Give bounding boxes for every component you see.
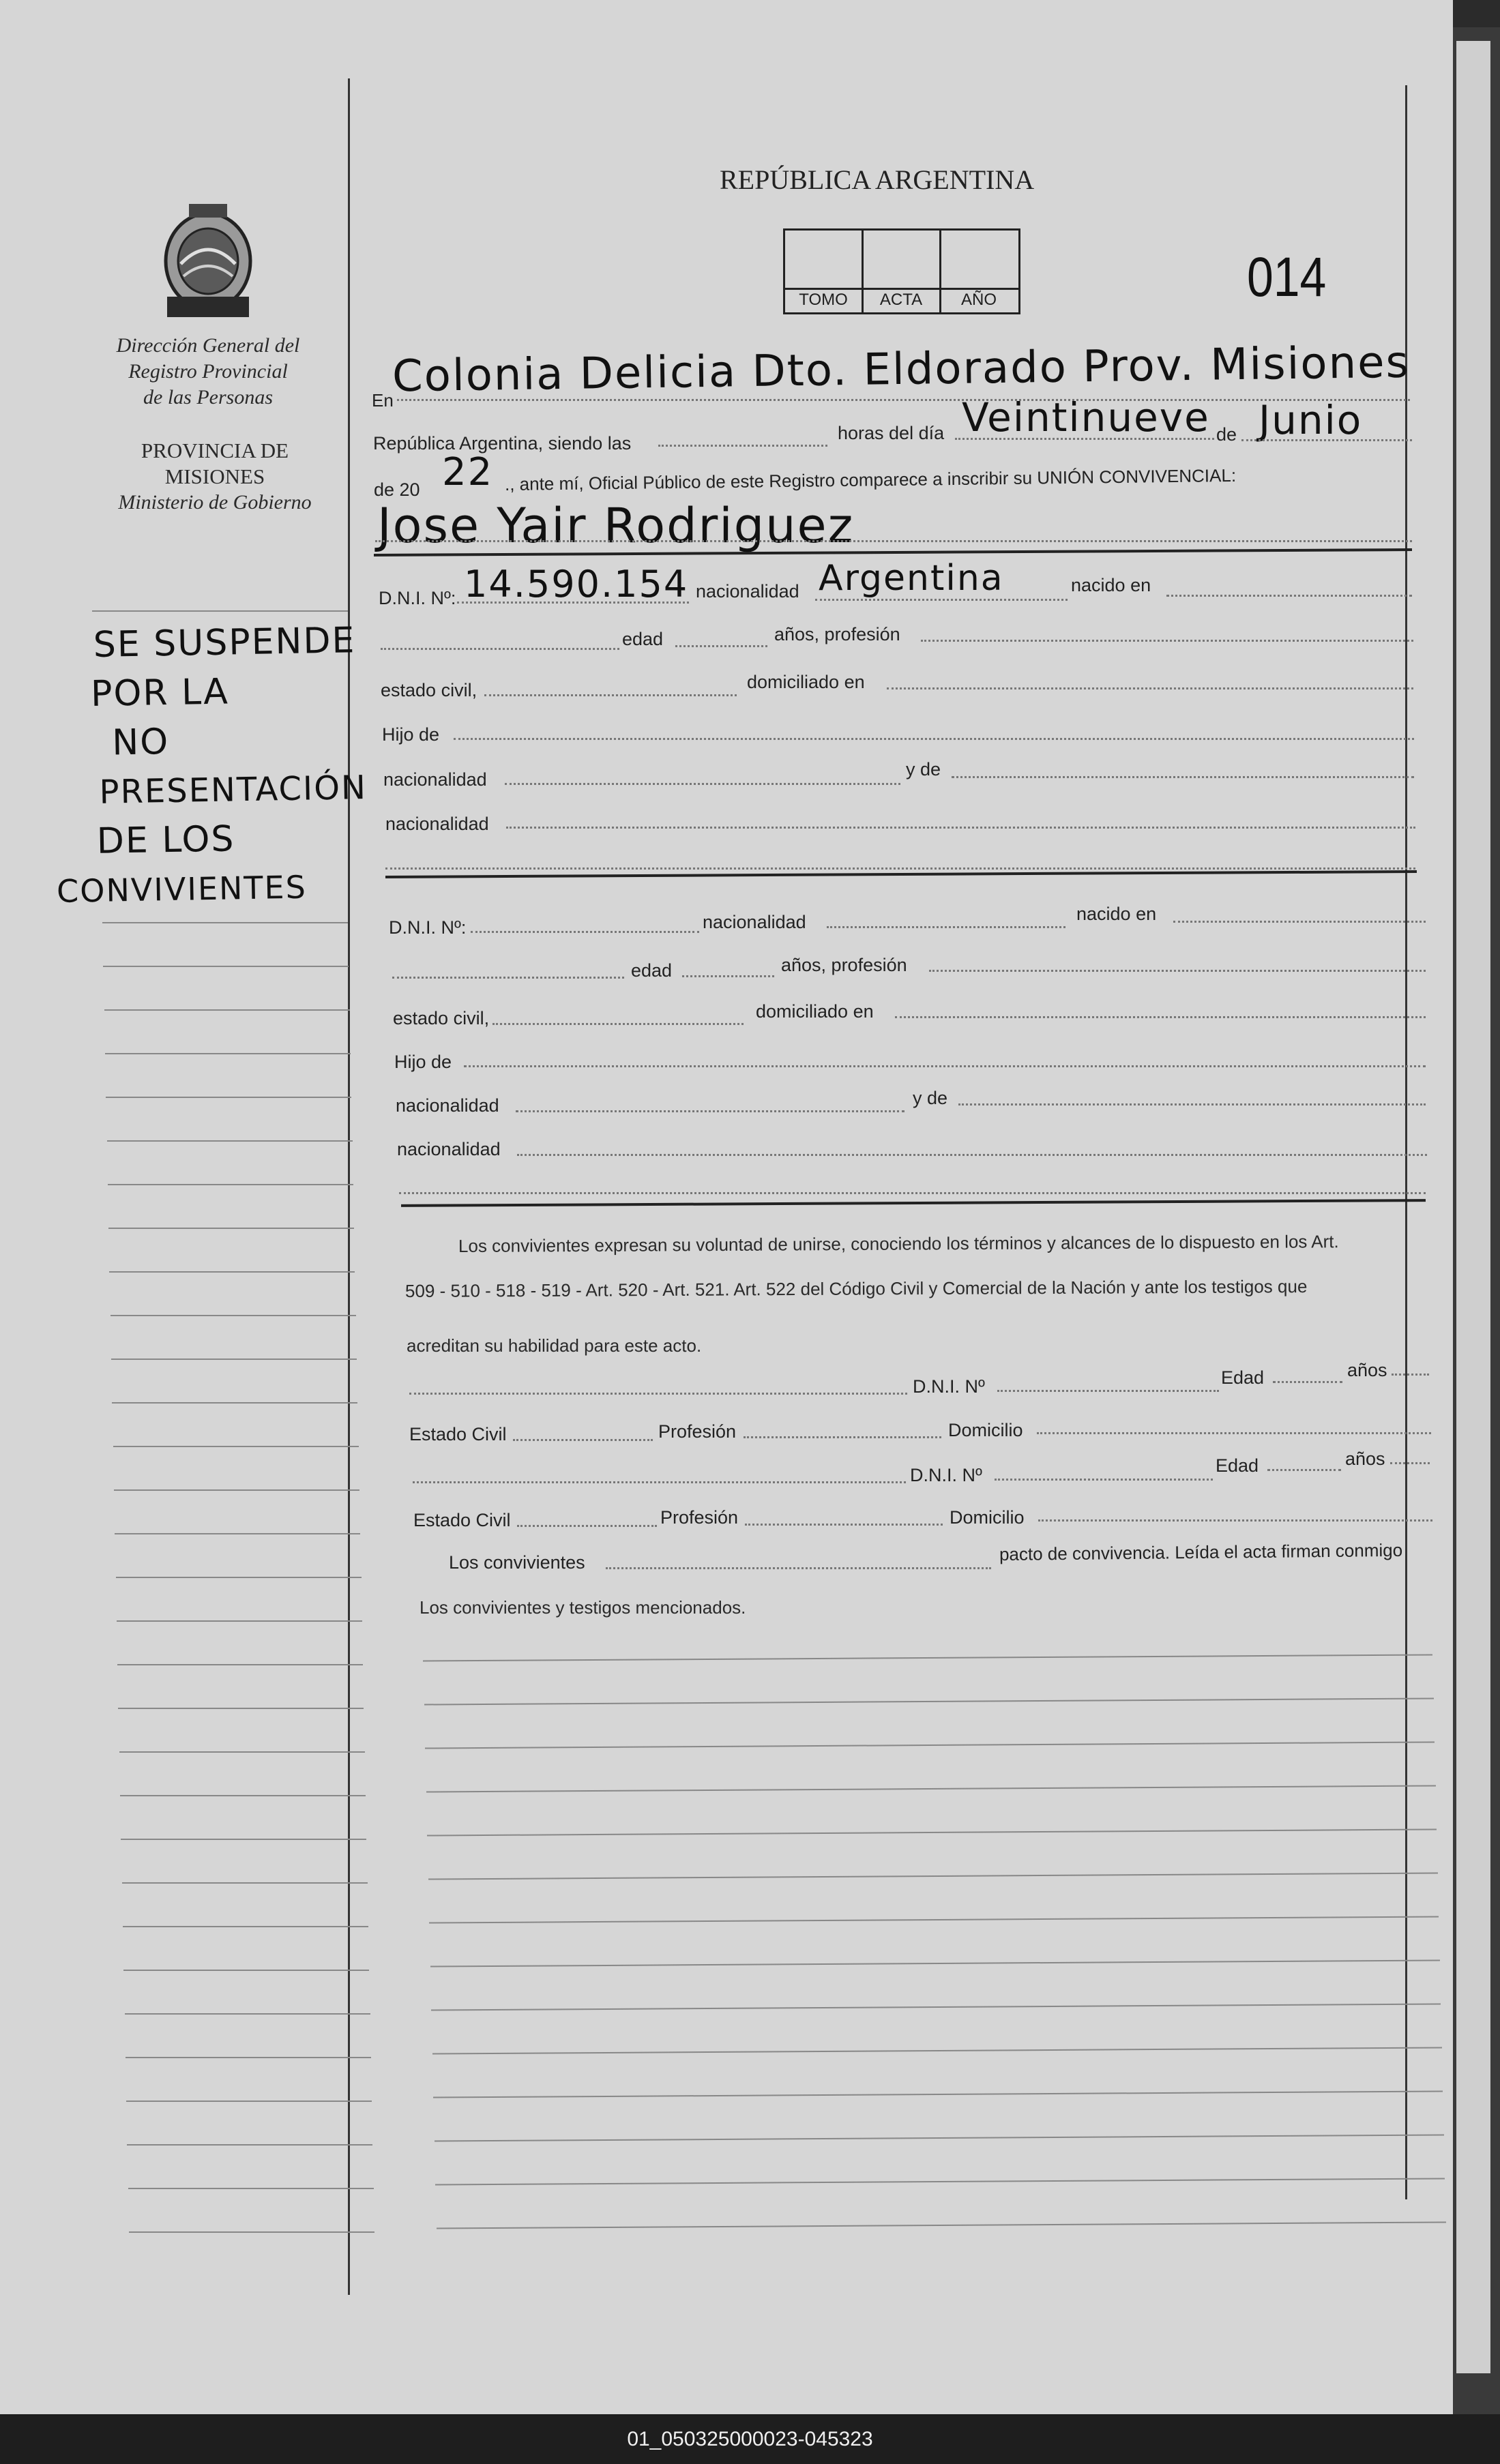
republica-label: República Argentina, siendo las — [373, 433, 632, 454]
w2-dni-label: D.N.I. Nº — [910, 1465, 982, 1485]
person1-name: Jose Yair Rodriguez — [377, 498, 855, 554]
de-label: de — [1216, 424, 1237, 445]
p2-hijo-label: Hijo de — [394, 1052, 452, 1072]
sidebar-rule — [104, 1009, 350, 1011]
p1-padre-nac-label: nacionalidad — [383, 769, 487, 790]
sidebar-rule — [103, 966, 349, 967]
note-line4: PRESENTACIÓN — [99, 768, 368, 812]
declaration-line1: Los convivientes expresan su voluntad de unirse, conociendo los términos y alcances de lo dispuesto en los Art. — [458, 1231, 1339, 1256]
p2-domicilio-label: domiciliado en — [756, 1001, 874, 1022]
sidebar-rule — [128, 2188, 374, 2189]
w1-profesion-label: Profesión — [658, 1421, 737, 1442]
ano-label: AÑO — [960, 291, 997, 309]
p1-yde-label: y de — [906, 759, 941, 780]
person1-nationality: Argentina — [819, 558, 1004, 599]
de20-label: de 20 — [374, 479, 420, 500]
closing-text: Los convivientes y testigos mencionados. — [420, 1597, 746, 1618]
sidebar-rule — [107, 1140, 353, 1142]
sidebar-rule — [120, 1795, 366, 1796]
p2-nacionalidad-label: nacionalidad — [703, 912, 806, 932]
misiones-seal-icon — [153, 201, 263, 324]
office-line3: de las Personas — [143, 386, 273, 409]
page-edge-inner — [1456, 41, 1490, 2373]
sidebar-rule — [111, 1359, 357, 1360]
w1-dni-label: D.N.I. Nº — [913, 1376, 985, 1397]
p1-hijo-label: Hijo de — [382, 724, 440, 745]
office-block — [89, 333, 327, 411]
p1-domicilio-label: domiciliado en — [747, 672, 865, 692]
p2-yde-label: y de — [913, 1088, 948, 1108]
p2-padre-nac-label: nacionalidad — [396, 1095, 499, 1116]
margin-rule-left — [348, 78, 350, 2295]
sidebar-rule — [109, 1271, 355, 1273]
declaration-line2: 509 - 510 - 518 - 519 - Art. 520 - Art. 521. Art. 522 del Código Civil y Comercial de la Nación y ante los testigos que — [405, 1276, 1308, 1301]
sidebar-rule — [117, 1620, 362, 1622]
country-heading: REPÚBLICA ARGENTINA — [720, 164, 1035, 195]
p1-madre-nac-label: nacionalidad — [385, 814, 489, 834]
p1-nacionalidad-label: nacionalidad — [696, 581, 799, 602]
sidebar-rule — [113, 1446, 359, 1447]
p2-nacido-label: nacido en — [1076, 904, 1157, 924]
province-line2: MISIONES — [164, 464, 265, 488]
pacto-text: pacto de convivencia. Leída el acta firman conmigo — [999, 1539, 1403, 1564]
p1-nacido-label: nacido en — [1071, 575, 1151, 595]
declaration-line3: acreditan su habilidad para este acto. — [407, 1335, 702, 1356]
p2-profesion-label: años, profesión — [781, 955, 907, 975]
note-line3: NO — [111, 722, 170, 764]
sidebar-rule — [122, 1882, 368, 1884]
p2-madre-nac-label: nacionalidad — [397, 1139, 501, 1159]
sidebar-rule — [121, 1839, 366, 1840]
sidebar-rule — [106, 1097, 351, 1098]
w1-domicilio-label: Domicilio — [948, 1420, 1023, 1440]
p1-dni-label: D.N.I. Nº: — [379, 588, 456, 608]
province-block — [89, 438, 341, 516]
sidebar-rule — [119, 1751, 365, 1753]
w1-estado-civil-label: Estado Civil — [409, 1424, 507, 1444]
sidebar-rule — [129, 2231, 374, 2233]
sidebar-rule — [92, 610, 348, 612]
sidebar-rule — [126, 2057, 371, 2058]
day-value: Veintinueve — [962, 394, 1210, 441]
margin-rule-right — [1405, 85, 1407, 2199]
sidebar-rule — [111, 1315, 356, 1316]
w2-anos-label: años — [1345, 1449, 1385, 1469]
sidebar-rule — [102, 922, 348, 923]
acta-label: ACTA — [879, 291, 923, 309]
ante-text: ., ante mí, Oficial Público de este Registro comparece a inscribir su UNIÓN CONVIVENCIAL: — [504, 464, 1237, 494]
office-line1: Dirección General del — [116, 334, 300, 357]
tomo-acta-ano-box — [783, 228, 1020, 314]
w1-edad-label: Edad — [1221, 1367, 1265, 1388]
sidebar-rule — [112, 1402, 357, 1404]
act-number: 014 — [1247, 246, 1327, 308]
sidebar-rule — [123, 1970, 369, 1971]
convivientes-label: Los convivientes — [449, 1552, 585, 1573]
p2-estado-civil-label: estado civil, — [393, 1008, 490, 1028]
w1-anos-label: años — [1347, 1360, 1387, 1380]
image-id: 01_050325000023-045323 — [627, 2428, 873, 2450]
ministry-line: Ministerio de Gobierno — [118, 491, 312, 514]
suspension-note — [56, 616, 369, 915]
en-label: En — [372, 390, 394, 411]
w2-profesion-label: Profesión — [660, 1507, 739, 1528]
p1-estado-civil-label: estado civil, — [381, 680, 477, 700]
sidebar-rule — [123, 1926, 368, 1927]
sidebar-rule — [105, 1053, 351, 1054]
place-value: Colonia Delicia Dto. Eldorado Prov. Misiones — [392, 337, 1411, 402]
horas-label: horas del día — [838, 423, 945, 443]
note-line6: CONVIVIENTES — [56, 868, 308, 910]
note-line1: SE SUSPENDE — [93, 620, 356, 666]
p2-dni-label: D.N.I. Nº: — [389, 917, 467, 938]
sidebar-rule — [127, 2144, 372, 2146]
note-line5: DE LOS — [96, 818, 235, 862]
province-line1: PROVINCIA DE — [141, 439, 289, 462]
p1-profesion-label: años, profesión — [774, 624, 900, 644]
p2-edad-label: edad — [631, 960, 673, 981]
note-line2: POR LA — [90, 671, 230, 715]
person1-dni: 14.590.154 — [464, 563, 689, 606]
office-line2: Registro Provincial — [128, 360, 288, 383]
sidebar-rule — [108, 1228, 354, 1229]
sidebar-rule — [125, 2013, 370, 2015]
month-value: Junio — [1259, 397, 1363, 443]
sidebar-rule — [108, 1184, 353, 1185]
sidebar-rule — [114, 1489, 359, 1491]
sidebar-rule — [126, 2101, 372, 2102]
p1-edad-label: edad — [622, 629, 664, 649]
w2-estado-civil-label: Estado Civil — [413, 1510, 511, 1530]
w2-edad-label: Edad — [1216, 1455, 1259, 1476]
sidebar-rule — [117, 1664, 363, 1665]
sidebar-rule — [116, 1577, 362, 1578]
w2-domicilio-label: Domicilio — [950, 1507, 1025, 1528]
tomo-label: TOMO — [799, 291, 848, 309]
sidebar-rule — [118, 1708, 364, 1709]
sidebar-rule — [115, 1533, 360, 1534]
year-value: 22 — [442, 450, 494, 494]
